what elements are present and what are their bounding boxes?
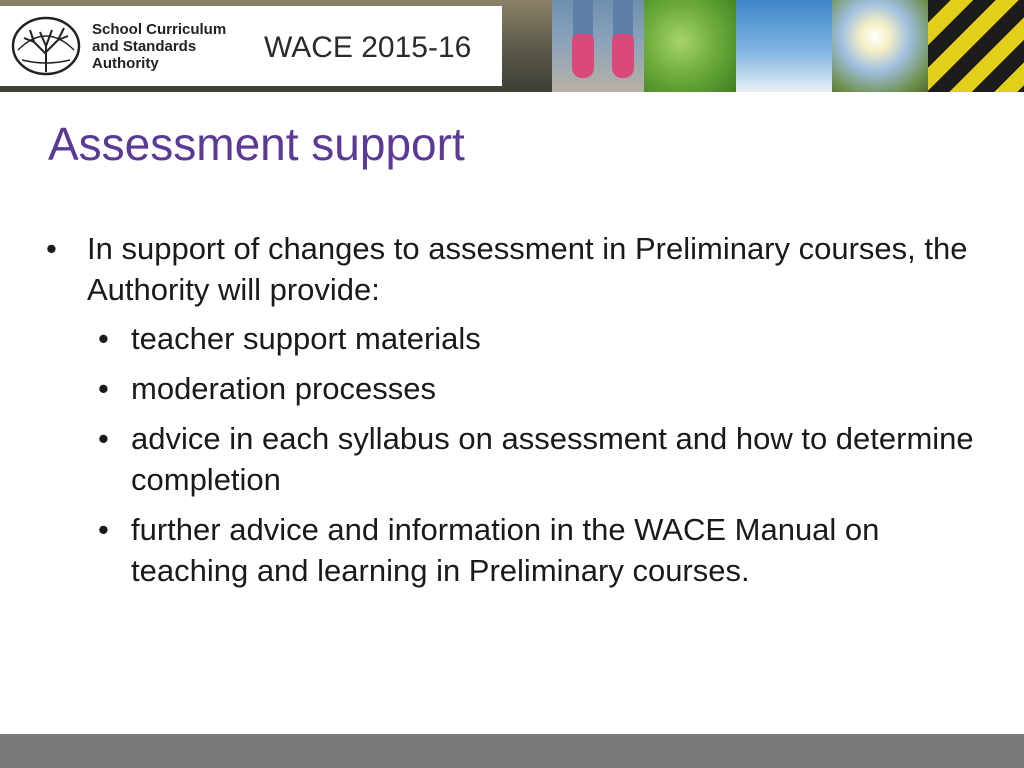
banner-leg <box>613 0 633 36</box>
bullet-item-intro <box>46 228 986 310</box>
banner-photo-hazard <box>928 0 1024 92</box>
slide-content <box>46 228 986 600</box>
list-item <box>46 418 986 500</box>
bullet-dot-icon: • <box>46 231 57 266</box>
banner-shoe <box>572 34 594 78</box>
header-banner <box>0 0 1024 92</box>
org-name-line: School Curriculum <box>92 21 227 38</box>
list-item-text: moderation processes <box>131 371 436 406</box>
list-item-text: teacher support materials <box>131 321 481 356</box>
bullet-text: In support of changes to assessment in Preliminary courses, the Authority will provide: <box>87 231 968 307</box>
tree-logo-icon <box>10 16 82 78</box>
logo-panel <box>0 6 502 86</box>
banner-shoe <box>612 34 634 78</box>
org-name <box>92 21 226 72</box>
banner-photo-sky <box>736 0 832 92</box>
banner-photo-sun <box>832 0 928 92</box>
bullet-dot-icon: • <box>98 371 109 406</box>
list-item-text: further advice and information in the WACE Manual on teaching and learning in Preliminary courses. <box>131 512 880 588</box>
program-title: WACE 2015-16 <box>264 31 472 64</box>
org-name-line: and Standards <box>92 38 197 55</box>
bullet-dot-icon: • <box>98 421 109 456</box>
org-name-line: Authority <box>92 55 159 72</box>
sub-bullet-list <box>46 318 986 591</box>
footer-bar <box>0 734 1024 768</box>
list-item <box>46 318 986 359</box>
banner-photo-leaf <box>644 0 736 92</box>
bullet-dot-icon: • <box>98 512 109 547</box>
list-item-text: advice in each syllabus on assessment and how to determine completion <box>131 421 974 497</box>
bullet-dot-icon: • <box>98 321 109 356</box>
list-item <box>46 368 986 409</box>
banner-leg <box>573 0 593 36</box>
list-item <box>46 509 986 591</box>
slide-title: Assessment support <box>48 118 465 170</box>
